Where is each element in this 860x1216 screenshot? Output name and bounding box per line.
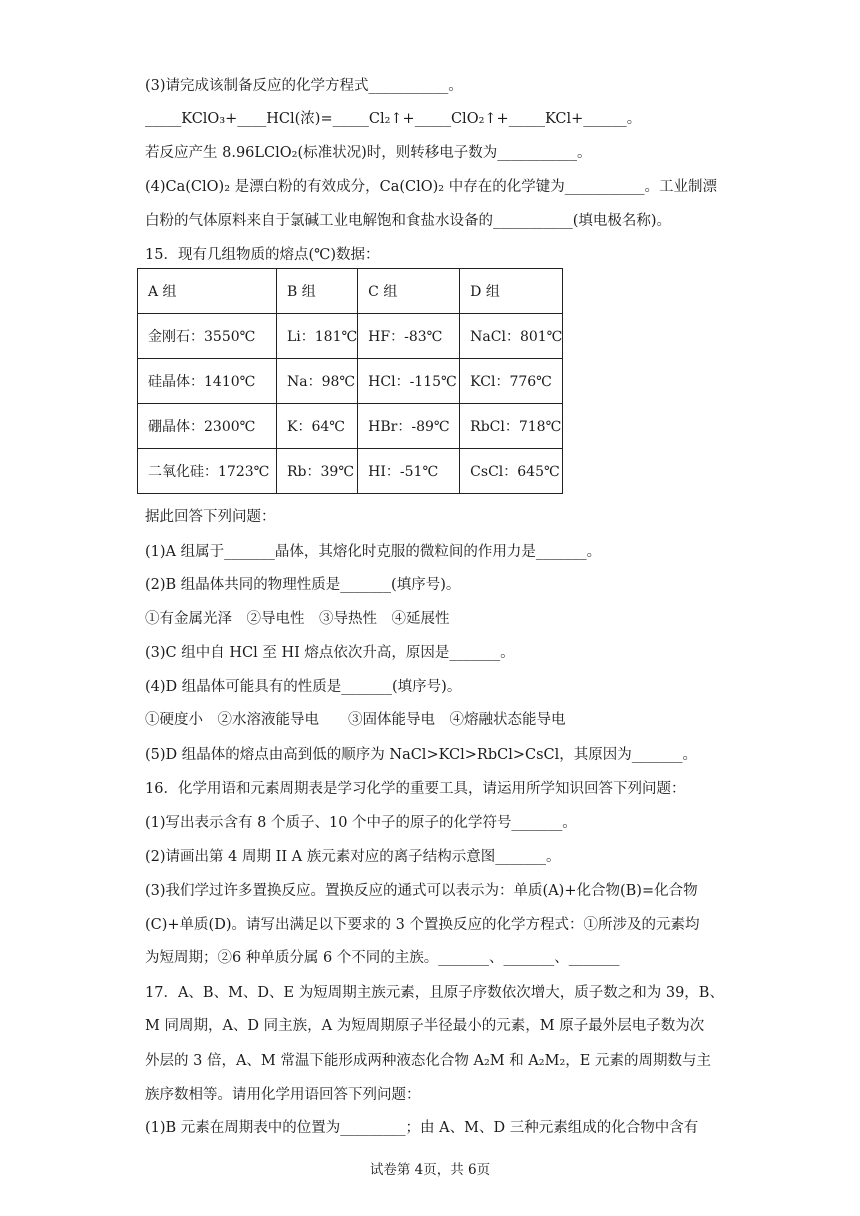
table-cell: Li：181℃ [277,314,358,359]
page-footer: 试卷第 4页，共 6页 [369,1162,491,1178]
table-cell: Na：98℃ [277,359,358,404]
table-header-cell: B 组 [277,269,358,314]
table-header-cell: A 组 [138,269,277,314]
q17-sub1: (1)B 元素在周期表中的位置为_________；由 A、M、D 三种元素组成的化合物中含有 [145,1120,699,1136]
table-cell: HF：-83℃ [358,314,460,359]
table-row [138,449,563,494]
q16-sub3-line3: 为短周期；②6 种单质分属 6 个不同的主族。_______、_______、_______ [145,950,620,966]
q3-prompt: (3)请完成该制备反应的化学方程式___________。 [145,78,463,94]
table-row [138,404,563,449]
table-cell: HBr：-89℃ [358,404,460,449]
table-cell: HCl：-115℃ [358,359,460,404]
table-cell: CsCl：645℃ [460,449,563,494]
q15-sub4-options: ①硬度小 ②水溶液能导电 ③固体能导电 ④熔融状态能导电 [145,712,566,728]
q15-intro: 据此回答下列问题： [145,509,276,525]
table-cell: NaCl：801℃ [460,314,563,359]
q17-line2: M 同周期，A、D 同主族，A 为短周期原子半径最小的元素，M 原子最外层电子数为次 [145,1018,705,1034]
table-cell: K：64℃ [277,404,358,449]
q17-line4: 族序数相等。请用化学用语回答下列问题： [145,1087,421,1103]
q4-part1: (4)Ca(ClO)₂ 是漂白粉的有效成分，Ca(ClO)₂ 中存在的化学键为___________。工业制漂 [145,179,717,195]
table-row [138,359,563,404]
table-row [138,314,563,359]
table-header-cell: C 组 [358,269,460,314]
q16-sub3-line1: (3)我们学过许多置换反应。置换反应的通式可以表示为：单质(A)+化合物(B)=化合物 [145,883,698,899]
q16-sub1: (1)写出表示含有 8 个质子、10 个中子的原子的化学符号_______。 [145,815,577,831]
table-header-row [138,269,563,314]
q16-sub2: (2)请画出第 4 周期 II A 族元素对应的离子结构示意图_______。 [145,849,561,865]
q15-sub1: (1)A 组属于_______晶体，其熔化时克服的微粒间的作用力是_______。 [145,544,602,560]
q17-line1: 17．A、B、M、D、E 为短周期主族元素，且原子序数依次增大，质子数之和为 39，B、 [145,985,724,1001]
q15-sub5: (5)D 组晶体的熔点由高到低的顺序为 NaCl>KCl>RbCl>CsCl，其原因为_______。 [145,747,698,763]
table-cell: Rb：39℃ [277,449,358,494]
q15-sub3: (3)C 组中自 HCl 至 HI 熔点依次升高，原因是_______。 [145,645,515,661]
q15-sub2-options: ①有金属光泽 ②导电性 ③导热性 ④延展性 [145,611,450,627]
table-cell: HI：-51℃ [358,449,460,494]
q17-line3: 外层的 3 倍，A、M 常温下能形成两种液态化合物 A₂M 和 A₂M₂，E 元素的周期数与主 [145,1053,711,1069]
table-cell: 二氧化硅：1723℃ [138,449,277,494]
q16-title: 16．化学用语和元素周期表是学习化学的重要工具，请运用所学知识回答下列问题： [145,781,686,797]
table-cell: RbCl：718℃ [460,404,563,449]
table-cell: 硼晶体：2300℃ [138,404,277,449]
table-cell: KCl：776℃ [460,359,563,404]
q15-sub2: (2)B 组晶体共同的物理性质是_______(填序号)。 [145,577,461,593]
q16-sub3-line2: (C)+单质(D)。请写出满足以下要求的 3 个置换反应的化学方程式：①所涉及的元素均 [145,917,700,933]
q15-title: 15．现有几组物质的熔点(℃)数据： [145,247,380,263]
table-header-cell: D 组 [460,269,563,314]
q3-electron-transfer: 若反应产生 8.96LClO₂(标准状况)时，则转移电子数为___________。 [145,145,592,161]
q3-equation: _____KClO₃+____HCl(浓)=_____Cl₂↑+_____ClO₂↑+_____KCl+______。 [145,111,642,127]
q4-part2: 白粉的气体原料来自于氯碱工业电解饱和食盐水设备的___________(填电极名称)。 [145,213,672,229]
melting-point-table [137,268,563,494]
table-cell: 硅晶体：1410℃ [138,359,277,404]
q15-sub4: (4)D 组晶体可能具有的性质是_______(填序号)。 [145,679,462,695]
table-cell: 金刚石：3550℃ [138,314,277,359]
